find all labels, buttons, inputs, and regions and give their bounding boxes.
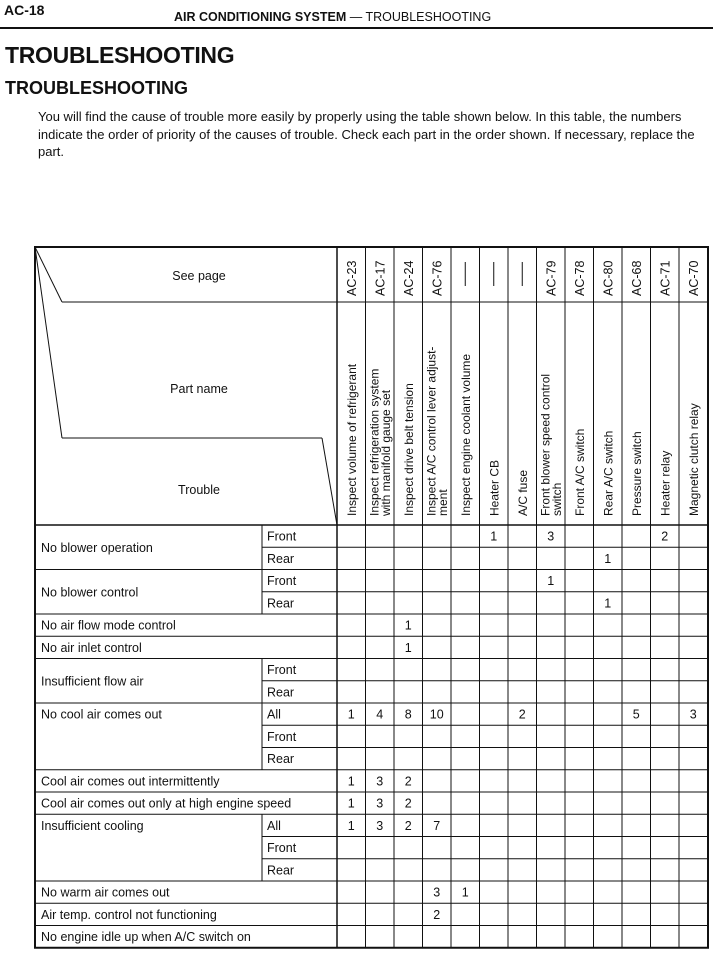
part-name-label: Part name [170, 382, 228, 396]
priority-number: 3 [376, 818, 384, 833]
sub-label: Rear [267, 596, 295, 611]
sub-label: Rear [267, 863, 295, 878]
sub-label: All [267, 707, 281, 722]
part-name: switch [549, 482, 564, 516]
page-ref: AC-68 [629, 260, 644, 296]
priority-number: 3 [433, 885, 441, 900]
sub-label: Front [267, 729, 297, 744]
page-ref: AC-70 [686, 260, 701, 296]
trouble-name: No air flow mode control [41, 618, 176, 633]
part-name: Inspect volume of refrigerant [344, 363, 359, 516]
part-name: Front A/C switch [572, 428, 587, 516]
running-header-section: AIR CONDITIONING SYSTEM [174, 10, 347, 24]
part-name: Inspect engine coolant volume [458, 353, 473, 516]
part-name: Heater relay [658, 450, 673, 516]
intro-paragraph: You will find the cause of trouble more easily by properly using the table shown below. In this table, the numbers indicate the order of priority of the causes of trouble. Check each part in the order shown. If necessary, replace the part. [38, 109, 695, 159]
part-name: with manifold gauge set [378, 389, 393, 516]
section-title: TROUBLESHOOTING [5, 78, 188, 98]
priority-number: 3 [689, 707, 697, 722]
sub-label: Rear [267, 551, 295, 566]
page-ref: AC-71 [658, 260, 673, 296]
sub-label: Front [267, 841, 297, 856]
priority-number: 10 [429, 707, 444, 722]
page-ref: AC-76 [430, 260, 445, 296]
corner-diagonal-line [322, 438, 337, 525]
trouble-name: No blower operation [41, 540, 153, 555]
part-name: Rear A/C switch [601, 430, 616, 516]
priority-number: 3 [547, 529, 555, 544]
sub-label: Rear [267, 752, 295, 767]
running-header-topic: TROUBLESHOOTING [365, 10, 492, 24]
priority-number: 2 [404, 796, 412, 811]
page-ref: AC-79 [544, 260, 559, 296]
page-ref: AC-24 [401, 260, 416, 296]
trouble-name: Cool air comes out only at high engine speed [41, 796, 292, 811]
page-ref: AC-17 [373, 260, 388, 296]
priority-number: 1 [347, 796, 355, 811]
part-name: Heater CB [487, 459, 502, 516]
sub-label: Front [267, 663, 297, 678]
sub-label: Front [267, 574, 297, 589]
sub-label: Front [267, 529, 297, 544]
trouble-label: Trouble [178, 483, 220, 497]
trouble-name: No blower control [41, 585, 139, 600]
page-ref: AC-78 [572, 260, 587, 296]
part-name: Inspect drive belt tension [401, 383, 416, 516]
trouble-name: No air inlet control [41, 640, 142, 655]
priority-number: 8 [404, 707, 412, 722]
sub-label: All [267, 818, 281, 833]
page-ref: — [465, 274, 467, 275]
part-name: Pressure switch [629, 431, 644, 516]
trouble-name: No warm air comes out [41, 885, 170, 900]
part-name: Magnetic clutch relay [686, 403, 701, 516]
trouble-name: Air temp. control not functioning [41, 907, 217, 922]
priority-number: 3 [376, 796, 384, 811]
priority-number: 1 [347, 707, 355, 722]
priority-number: 1 [490, 529, 498, 544]
part-name: Inspect refrigeration system [367, 368, 382, 516]
page-title: TROUBLESHOOTING [5, 42, 235, 68]
priority-number: 4 [376, 707, 384, 722]
priority-number: 2 [661, 529, 669, 544]
priority-number: 1 [547, 574, 555, 589]
priority-number: 1 [461, 885, 469, 900]
priority-number: 1 [604, 596, 612, 611]
part-name: ment [435, 489, 450, 516]
page-ref: AC-23 [344, 260, 359, 296]
sub-label: Rear [267, 685, 295, 700]
priority-number: 2 [433, 907, 441, 922]
priority-number: 1 [404, 618, 412, 633]
priority-number: 2 [518, 707, 526, 722]
trouble-name: Cool air comes out intermittently [41, 774, 220, 789]
page-ref: — [493, 274, 495, 275]
page-ref: AC-80 [601, 260, 616, 296]
priority-number: 2 [404, 774, 412, 789]
priority-number: 1 [347, 818, 355, 833]
priority-number: 1 [347, 774, 355, 789]
priority-number: 3 [376, 774, 384, 789]
page-ref: — [522, 274, 524, 275]
trouble-name: Insufficient flow air [41, 674, 144, 689]
see-page-label: See page [172, 269, 226, 283]
page-number: AC-18 [4, 2, 45, 18]
priority-number: 5 [632, 707, 640, 722]
priority-number: 7 [433, 818, 441, 833]
trouble-name: No engine idle up when A/C switch on [41, 930, 251, 945]
trouble-name: No cool air comes out [41, 707, 162, 722]
running-header-separator: — [349, 10, 363, 24]
corner-diagonal-line [35, 247, 62, 438]
part-name: A/C fuse [515, 469, 530, 516]
trouble-name: Insufficient cooling [41, 818, 144, 833]
priority-number: 1 [604, 551, 612, 566]
part-name: Front blower speed control [538, 373, 553, 516]
part-name: Inspect A/C control lever adjust- [424, 346, 439, 516]
priority-number: 2 [404, 818, 412, 833]
priority-number: 1 [404, 640, 412, 655]
